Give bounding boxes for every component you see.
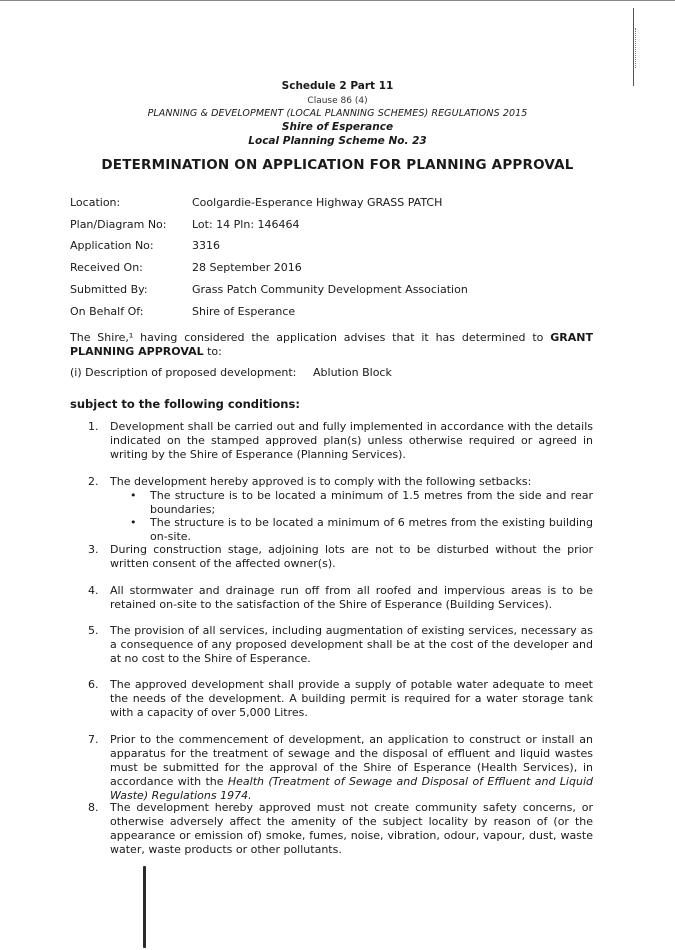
condition-text: The provision of all services, including augmentation of existing services, necessary as a consequence of any proposed development shall be at the cost of the developer and at no cost to the Shire of Esperance. — [110, 624, 593, 665]
field-value: 28 September 2016 — [192, 261, 302, 274]
bullet-text: The structure is to be located a minimum of 6 metres from the existing building on-site. — [150, 516, 593, 543]
field-value: Coolgardie-Esperance Highway GRASS PATCH — [192, 196, 443, 209]
grant-statement — [70, 331, 593, 359]
development-description — [70, 366, 593, 380]
field-label: Received On: — [70, 261, 143, 274]
field-value: Lot: 14 Pln: 146464 — [192, 218, 300, 231]
description-value: Ablution Block — [313, 366, 392, 379]
shire-name: Shire of Esperance — [281, 121, 394, 133]
field-label: Submitted By: — [70, 283, 148, 296]
condition-number: 1. — [88, 420, 99, 433]
condition-text: The development hereby approved is to comply with the following setbacks: — [110, 475, 532, 488]
schedule-heading: Schedule 2 Part 11 — [281, 80, 394, 92]
field-value: 3316 — [192, 239, 220, 252]
field-label: Application No: — [70, 239, 154, 252]
clause-reference: Clause 86 (4) — [307, 96, 368, 106]
condition-number: 5. — [88, 624, 99, 637]
condition-number: 6. — [88, 678, 99, 691]
condition-number: 3. — [88, 543, 99, 556]
field-value: Grass Patch Community Development Association — [192, 283, 468, 296]
field-value: Shire of Esperance — [192, 305, 296, 318]
condition-number: 4. — [88, 584, 99, 597]
scheme-name: Local Planning Scheme No. 23 — [248, 135, 427, 147]
bullet-dot: • — [130, 489, 137, 502]
field-label: Location: — [70, 196, 121, 209]
field-label: Plan/Diagram No: — [70, 218, 167, 231]
condition-text-main: Prior to the commencement of development, an application to construct or install an apparatus for the treatment of sewage and the disposal of effluent and liquid wastes must be submitted for the approval of the Shire of Esperance (Health Services), in accordance with the — [110, 733, 593, 788]
conditions-heading: subject to the following conditions: — [70, 397, 300, 411]
grant-text: The Shire,¹ having considered the application advises that it has determined to — [70, 331, 551, 344]
condition-text — [110, 733, 593, 803]
bullet-dot: • — [130, 516, 137, 529]
condition-text: During construction stage, adjoining lots are not to be disturbed without the prior written consent of the affected owner(s). — [110, 543, 593, 570]
condition-number: 2. — [88, 475, 99, 488]
condition-text: All stormwater and drainage run off from all roofed and impervious areas is to be retained on-site to the satisfaction of the Shire of Esperance (Building Services). — [110, 584, 593, 611]
grant-approval-bold: GRANT PLANNING APPROVAL — [70, 331, 593, 358]
description-label: (i) Description of proposed development: — [70, 366, 297, 379]
condition-text: The development hereby approved must not create community safety concerns, or otherwise adversely affect the amenity of the subject locality by reason of (or the appearance or emission of) smoke, fumes, noise, vibration, odour, vapour, dust, waste water, waste products or other pollutants. — [110, 801, 593, 856]
condition-number: 7. — [88, 733, 99, 746]
condition-text: Development shall be carried out and fully implemented in accordance with the details indicated on the stamped approved plan(s) unless otherwise required or agreed in writing by the Shire of Esperance (Planning Services). — [110, 420, 593, 461]
regulation-citation: Health (Treatment of Sewage and Disposal of Effluent and Liquid Waste) Regulations 1974. — [110, 775, 593, 802]
document-title: DETERMINATION ON APPLICATION FOR PLANNING APPROVAL — [101, 157, 574, 173]
scan-mark-bottom-left — [143, 866, 146, 948]
regulations-title: PLANNING & DEVELOPMENT (LOCAL PLANNING SCHEMES) REGULATIONS 2015 — [147, 108, 528, 119]
condition-number: 8. — [88, 801, 99, 814]
grant-tail: to: — [203, 345, 222, 358]
condition-text: The approved development shall provide a supply of potable water adequate to meet the needs of the development. A building permit is required for a water storage tank with a capacity of over 5,000 Litres. — [110, 678, 593, 719]
scan-edge-line — [0, 0, 675, 1]
scan-mark-top-right — [633, 8, 635, 86]
bullet-text: The structure is to be located a minimum of 1.5 metres from the side and rear boundaries; — [150, 489, 593, 516]
field-label: On Behalf Of: — [70, 305, 144, 318]
